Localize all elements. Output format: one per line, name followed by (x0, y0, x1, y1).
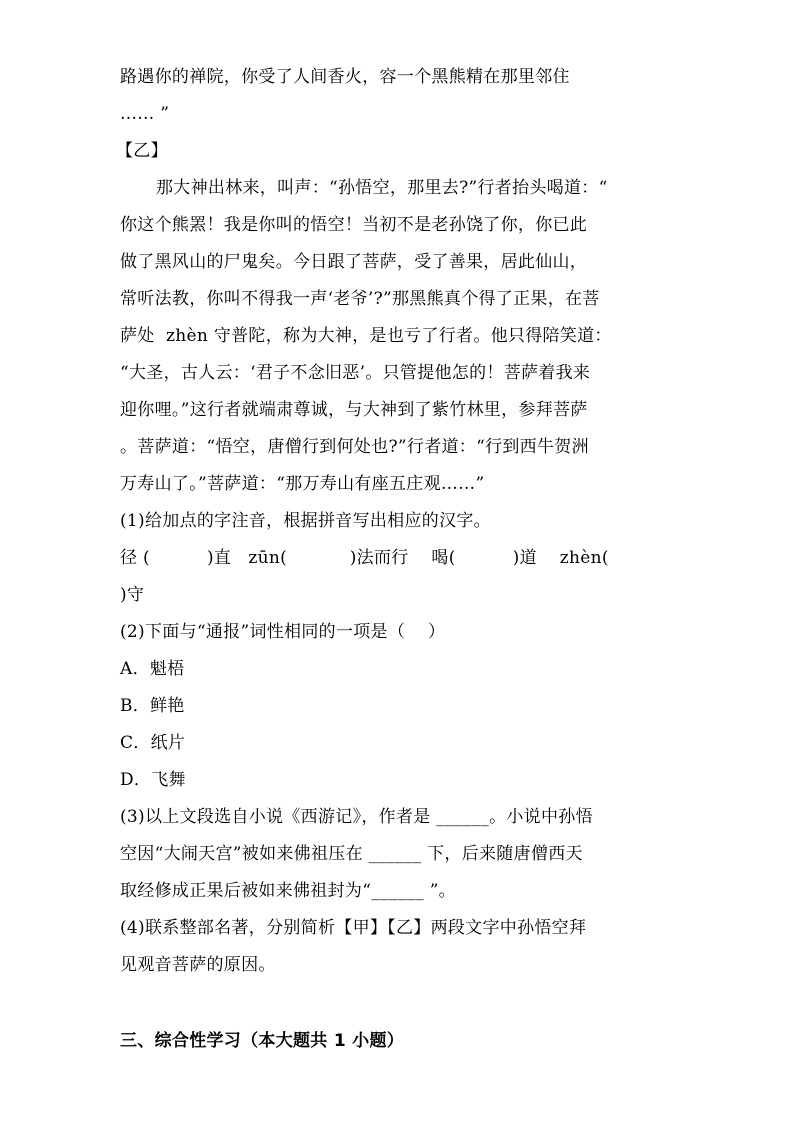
question-3-line: 空因“大闹天宫”被如来佛祖压在 ______ 下，后来随唐僧西天 (120, 844, 583, 864)
passage-yi-line: 做了黑风山的尸鬼矣。今日跟了菩萨，受了善果，居此仙山， (120, 252, 588, 272)
question-2-stem: (2)下面与“通报”词性相同的一项是（ ） (120, 622, 446, 642)
question-4-line: 见观音菩萨的原因。 (120, 955, 276, 975)
passage-yi-line: 常听法教，你叫不得我一声‘老爷’?”那黑熊真个得了正果，在菩 (120, 289, 600, 309)
passage-yi-line: 迎你哩。”这行者就端肃尊诚，与大神到了紫竹林里，参拜菩萨 (120, 400, 588, 420)
question-2-option-b: B．鲜艳 (120, 696, 185, 716)
question-1-blanks: 径 ( )直 zūn( )法而行 喝( )道 zhèn( (120, 548, 609, 568)
question-2-option-d: D．飞舞 (120, 770, 186, 790)
question-1-stem: (1)给加点的字注音，根据拼音写出相应的汉字。 (120, 511, 491, 531)
question-2-option-c: C．纸片 (120, 733, 186, 753)
passage-jia-line: 路遇你的禅院，你受了人间香火，容一个黑熊精在那里邻住 (120, 67, 570, 87)
passage-yi-label: 【乙】 (116, 141, 168, 161)
question-2-option-a: A．魁梧 (120, 659, 185, 679)
question-4-line: (4)联系整部名著，分别简析【甲】【乙】两段文字中孙悟空拜 (120, 918, 587, 938)
passage-yi-line: 你这个熊罴！我是你叫的悟空！当初不是老孙饶了你，你已此 (120, 215, 588, 235)
passage-yi-line: 万寿山了。”菩萨道：“那万寿山有座五庄观……” (120, 474, 485, 494)
question-3-line: (3)以上文段选自小说《西游记》，作者是 ______。小说中孙悟 (120, 807, 593, 827)
passage-yi-line: 那大神出林来，叫声：“孙悟空，那里去?”行者抬头喝道：“ (156, 178, 608, 198)
passage-yi-line: 萨处 zhèn 守普陀，称为大神，是也亏了行者。他只得陪笑道： (120, 326, 612, 346)
question-1-blanks-cont: )守 (120, 585, 145, 605)
section-3-title: 三、综合性学习（本大题共 1 小题） (120, 1031, 405, 1051)
passage-jia-line: …… ” (120, 104, 170, 124)
passage-yi-line: “大圣，古人云：‘君子不念旧恶’。只管提他怎的！菩萨着我来 (120, 363, 591, 383)
question-3-line: 取经修成正果后被如来佛祖封为“______ ”。 (120, 881, 456, 901)
passage-yi-line: 。菩萨道：“悟空，唐僧行到何处也?”行者道：“行到西牛贺洲 (120, 437, 589, 457)
